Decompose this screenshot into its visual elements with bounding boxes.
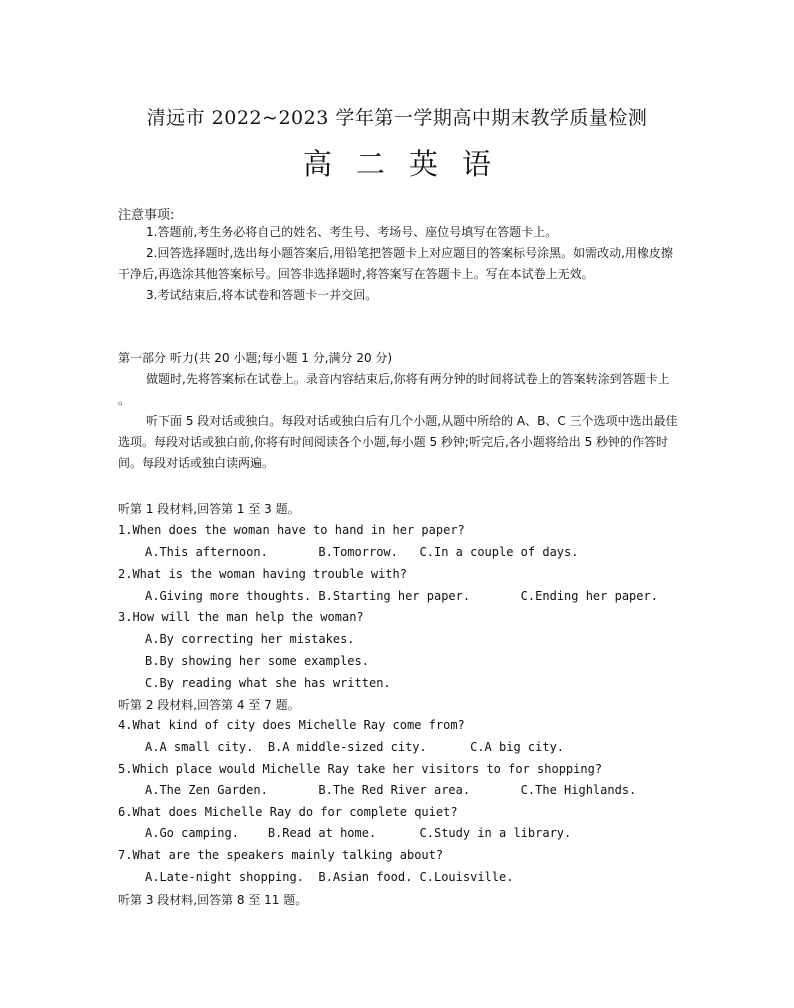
part-one (118, 348, 678, 474)
question-stem: 1.When does the woman have to hand in her paper? (118, 523, 465, 537)
notice-item: 3.考试结束后,将本试卷和答题卡一并交回。 (146, 288, 378, 302)
section-header: 听第 2 段材料,回答第 4 至 7 题。 (118, 698, 300, 712)
question-stem: 4.What kind of city does Michelle Ray come from? (118, 718, 465, 732)
question-option: B.By showing her some examples. (145, 654, 369, 668)
part-instructions: 听下面 5 段对话或独白。每段对话或独白后有几个小题,从题中所给的 A、B、C 三个选项中选出最佳选项。每段对话或独白前,你将有时间阅读各个小题,每小题 5 秒钟;听完后,各小题将给出 5 秒钟的作答时间。每段对话或独白读两遍。 (118, 414, 678, 470)
question-options: A.The Zen Garden. B.The Red River area. C.The Highlands. (145, 783, 637, 797)
question-options: A.Late-night shopping. B.Asian food. C.Louisville. (145, 870, 514, 884)
section-header: 听第 1 段材料,回答第 1 至 3 题。 (118, 502, 300, 516)
question-stem: 5.Which place would Michelle Ray take her visitors to for shopping? (118, 762, 603, 776)
question-option: A.By correcting her mistakes. (145, 632, 355, 646)
question-options: A.Giving more thoughts. B.Starting her paper. C.Ending her paper. (145, 589, 658, 603)
part-instructions: 做题时,先将答案标在试卷上。录音内容结束后,你将有两分钟的时间将试卷上的答案转涂到答题卡上 。 (118, 372, 670, 407)
question-stem: 6.What does Michelle Ray do for complete quiet? (118, 805, 458, 819)
notice-list (118, 222, 678, 306)
question-stem: 2.What is the woman having trouble with? (118, 567, 407, 581)
question-option: C.By reading what she has written. (145, 676, 391, 690)
exam-title: 清远市 2022~2023 学年第一学期高中期末教学质量检测 (146, 107, 648, 129)
question-stem: 7.What are the speakers mainly talking about? (118, 848, 444, 862)
notice-item: 1.答题前,考生务必将自己的姓名、考生号、考场号、座位号填写在答题卡上。 (146, 225, 558, 239)
section-header: 听第 3 段材料,回答第 8 至 11 题。 (118, 893, 308, 907)
question-options: A.Go camping. B.Read at home. C.Study in a library. (145, 826, 572, 840)
question-options: A.This afternoon. B.Tomorrow. C.In a couple of days. (145, 545, 579, 559)
exam-subject: 高二英语 (302, 147, 515, 181)
notice-heading: 注意事项: (118, 208, 175, 223)
part-heading: 第一部分 听力(共 20 小题;每小题 1 分,满分 20 分) (118, 351, 393, 365)
question-stem: 3.How will the man help the woman? (118, 610, 364, 624)
question-options: A.A small city. B.A middle-sized city. C.A big city. (145, 740, 565, 754)
notice-item: 2.回答选择题时,选出每小题答案后,用铅笔把答题卡上对应题目的答案标号涂黑。如需改动,用橡皮擦干净后,再选涂其他答案标号。回答非选择题时,将答案写在答题卡上。写在本试卷上无效。 (118, 246, 673, 281)
